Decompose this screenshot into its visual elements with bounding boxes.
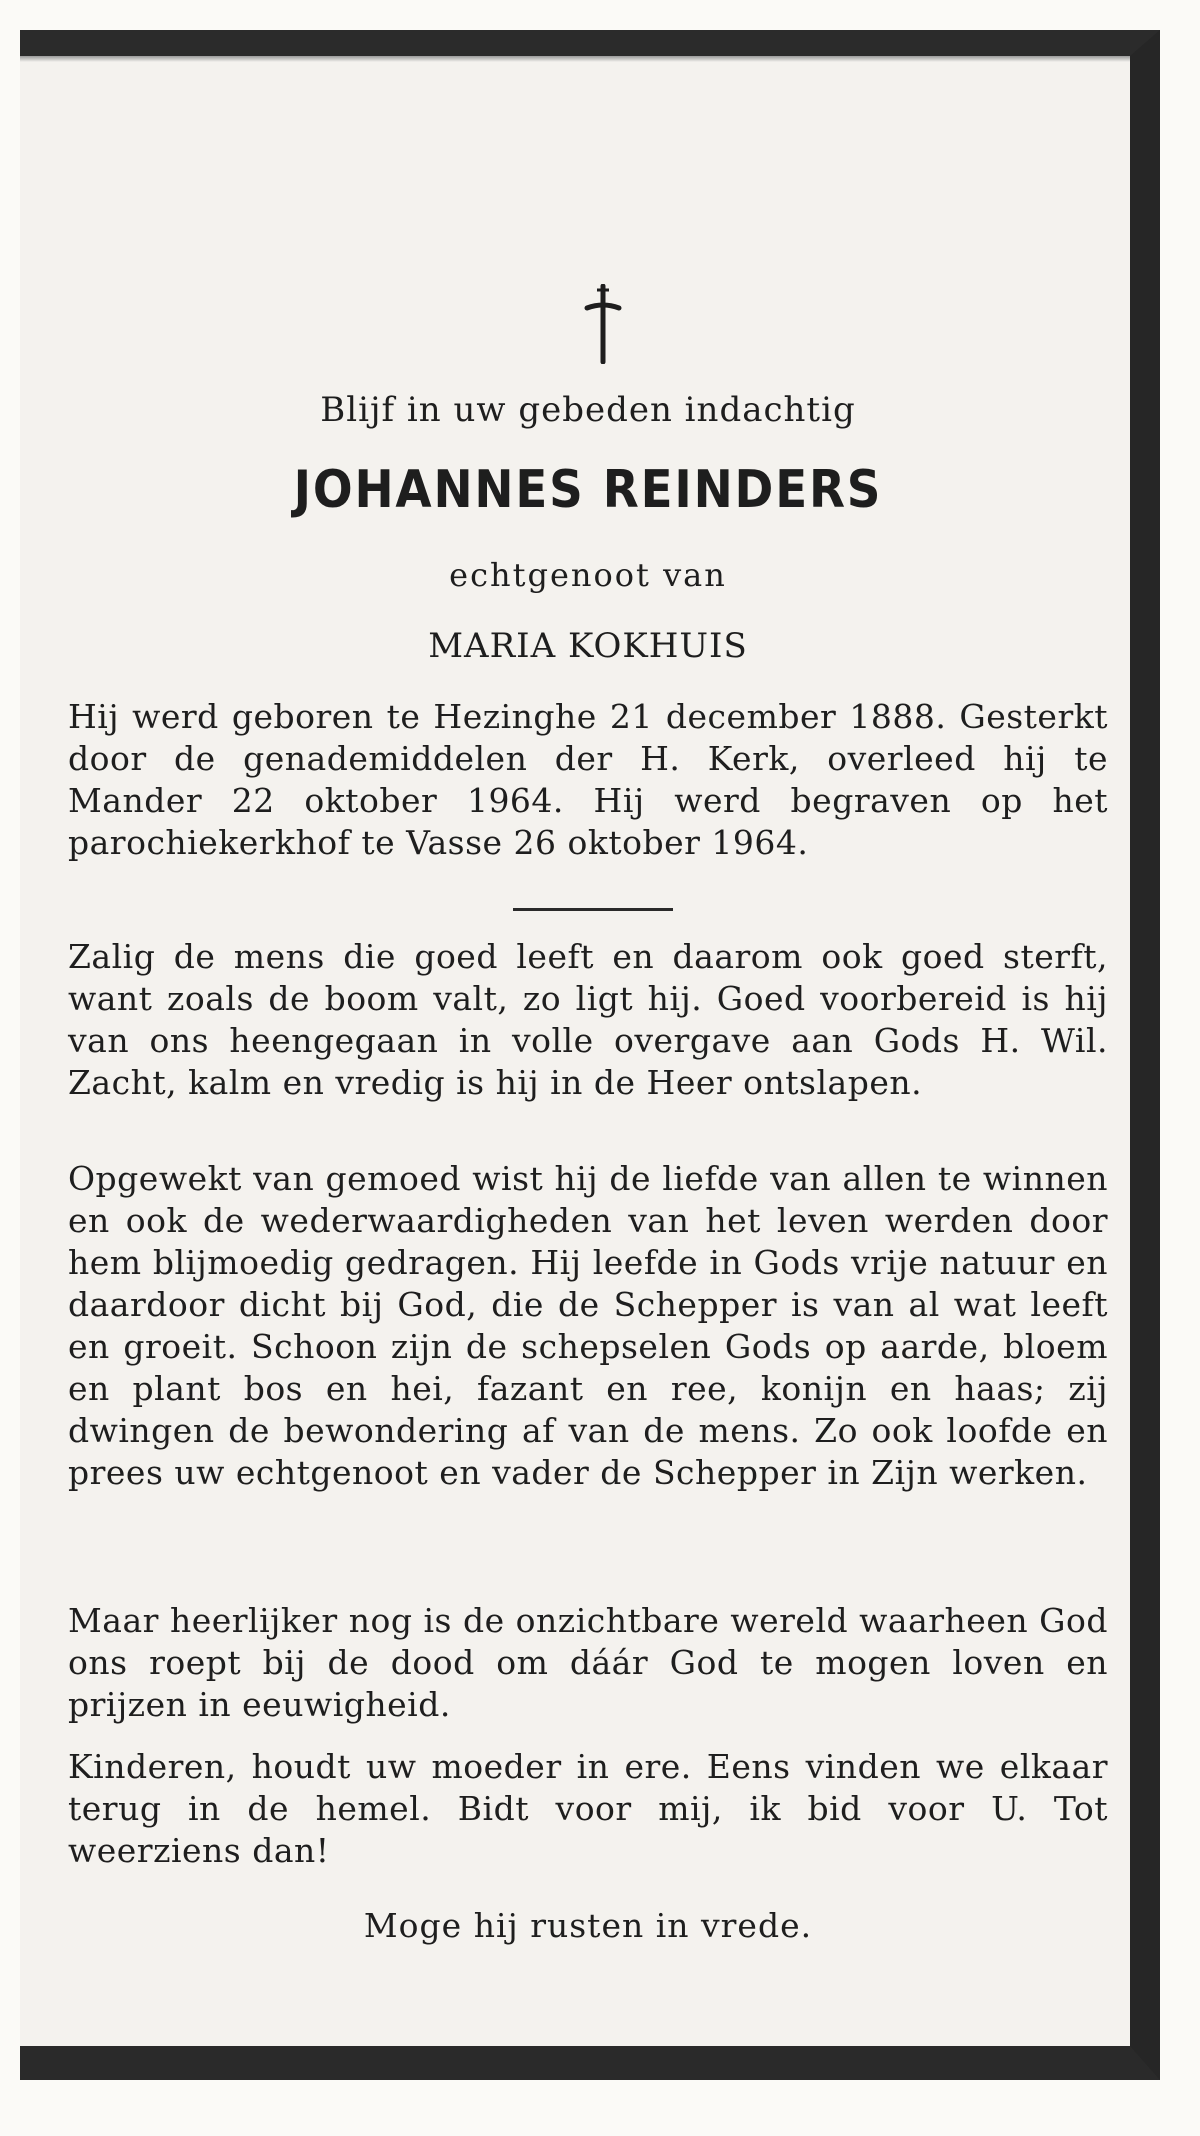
section-divider bbox=[513, 908, 673, 911]
closing-prayer: Moge hij rusten in vrede. bbox=[363, 1906, 813, 1945]
spouse-label: echtgenoot van bbox=[449, 556, 727, 594]
intro-text: Blijf in uw gebeden indachtig bbox=[320, 390, 856, 430]
spouse-name: MARIA KOKHUIS bbox=[428, 626, 748, 666]
text-paragraph: Maar heerlijker nog is de onzichtbare wereld waarheen God ons roept bij de dood om dáár God te mogen loven en prijzen in eeuwigheid. bbox=[68, 1601, 1108, 1724]
biography-paragraph: Hij werd geboren te Hezinghe 21 december 1888. Gesterkt door de genademiddelen der H. Kerk, overleed hij te Mander 22 oktober 1964. Hij werd begraven op het parochiekerkhof te Vasse 26 oktober 1964. bbox=[68, 697, 1108, 862]
text-paragraph: Zalig de mens die goed leeft en daarom ook goed sterft, want zoals de boom valt, zo ligt hij. Goed voorbereid is hij van ons heengegaan in volle overgave aan Gods H. Wil. Zacht, kalm en vredig is hij in de Heer ontslapen. bbox=[68, 937, 1108, 1102]
memorial-card bbox=[20, 30, 1160, 2080]
text-paragraph: Kinderen, houdt uw moeder in ere. Eens vinden we elkaar terug in de hemel. Bidt voor mij, ik bid voor U. Tot weerziens dan! bbox=[68, 1747, 1108, 1870]
latin-cross-icon bbox=[583, 284, 623, 364]
text-paragraph: Opgewekt van gemoed wist hij de liefde van allen te winnen en ook de wederwaardigheden van het leven werden door hem blijmoedig gedragen. Hij leefde in Gods vrije natuur en daardoor dicht bij God, die de Schepper is van al wat leeft en groeit. Schoon zijn de schepselen Gods op aarde, bloem en plant bos en hei, fazant en ree, konijn en haas; zij dwingen de bewondering af van de mens. Zo ook loofde en prees uw echtgenoot en vader de Schepper in Zijn werken. bbox=[68, 1159, 1108, 1492]
deceased-name: JOHANNES REINDERS bbox=[293, 460, 883, 520]
